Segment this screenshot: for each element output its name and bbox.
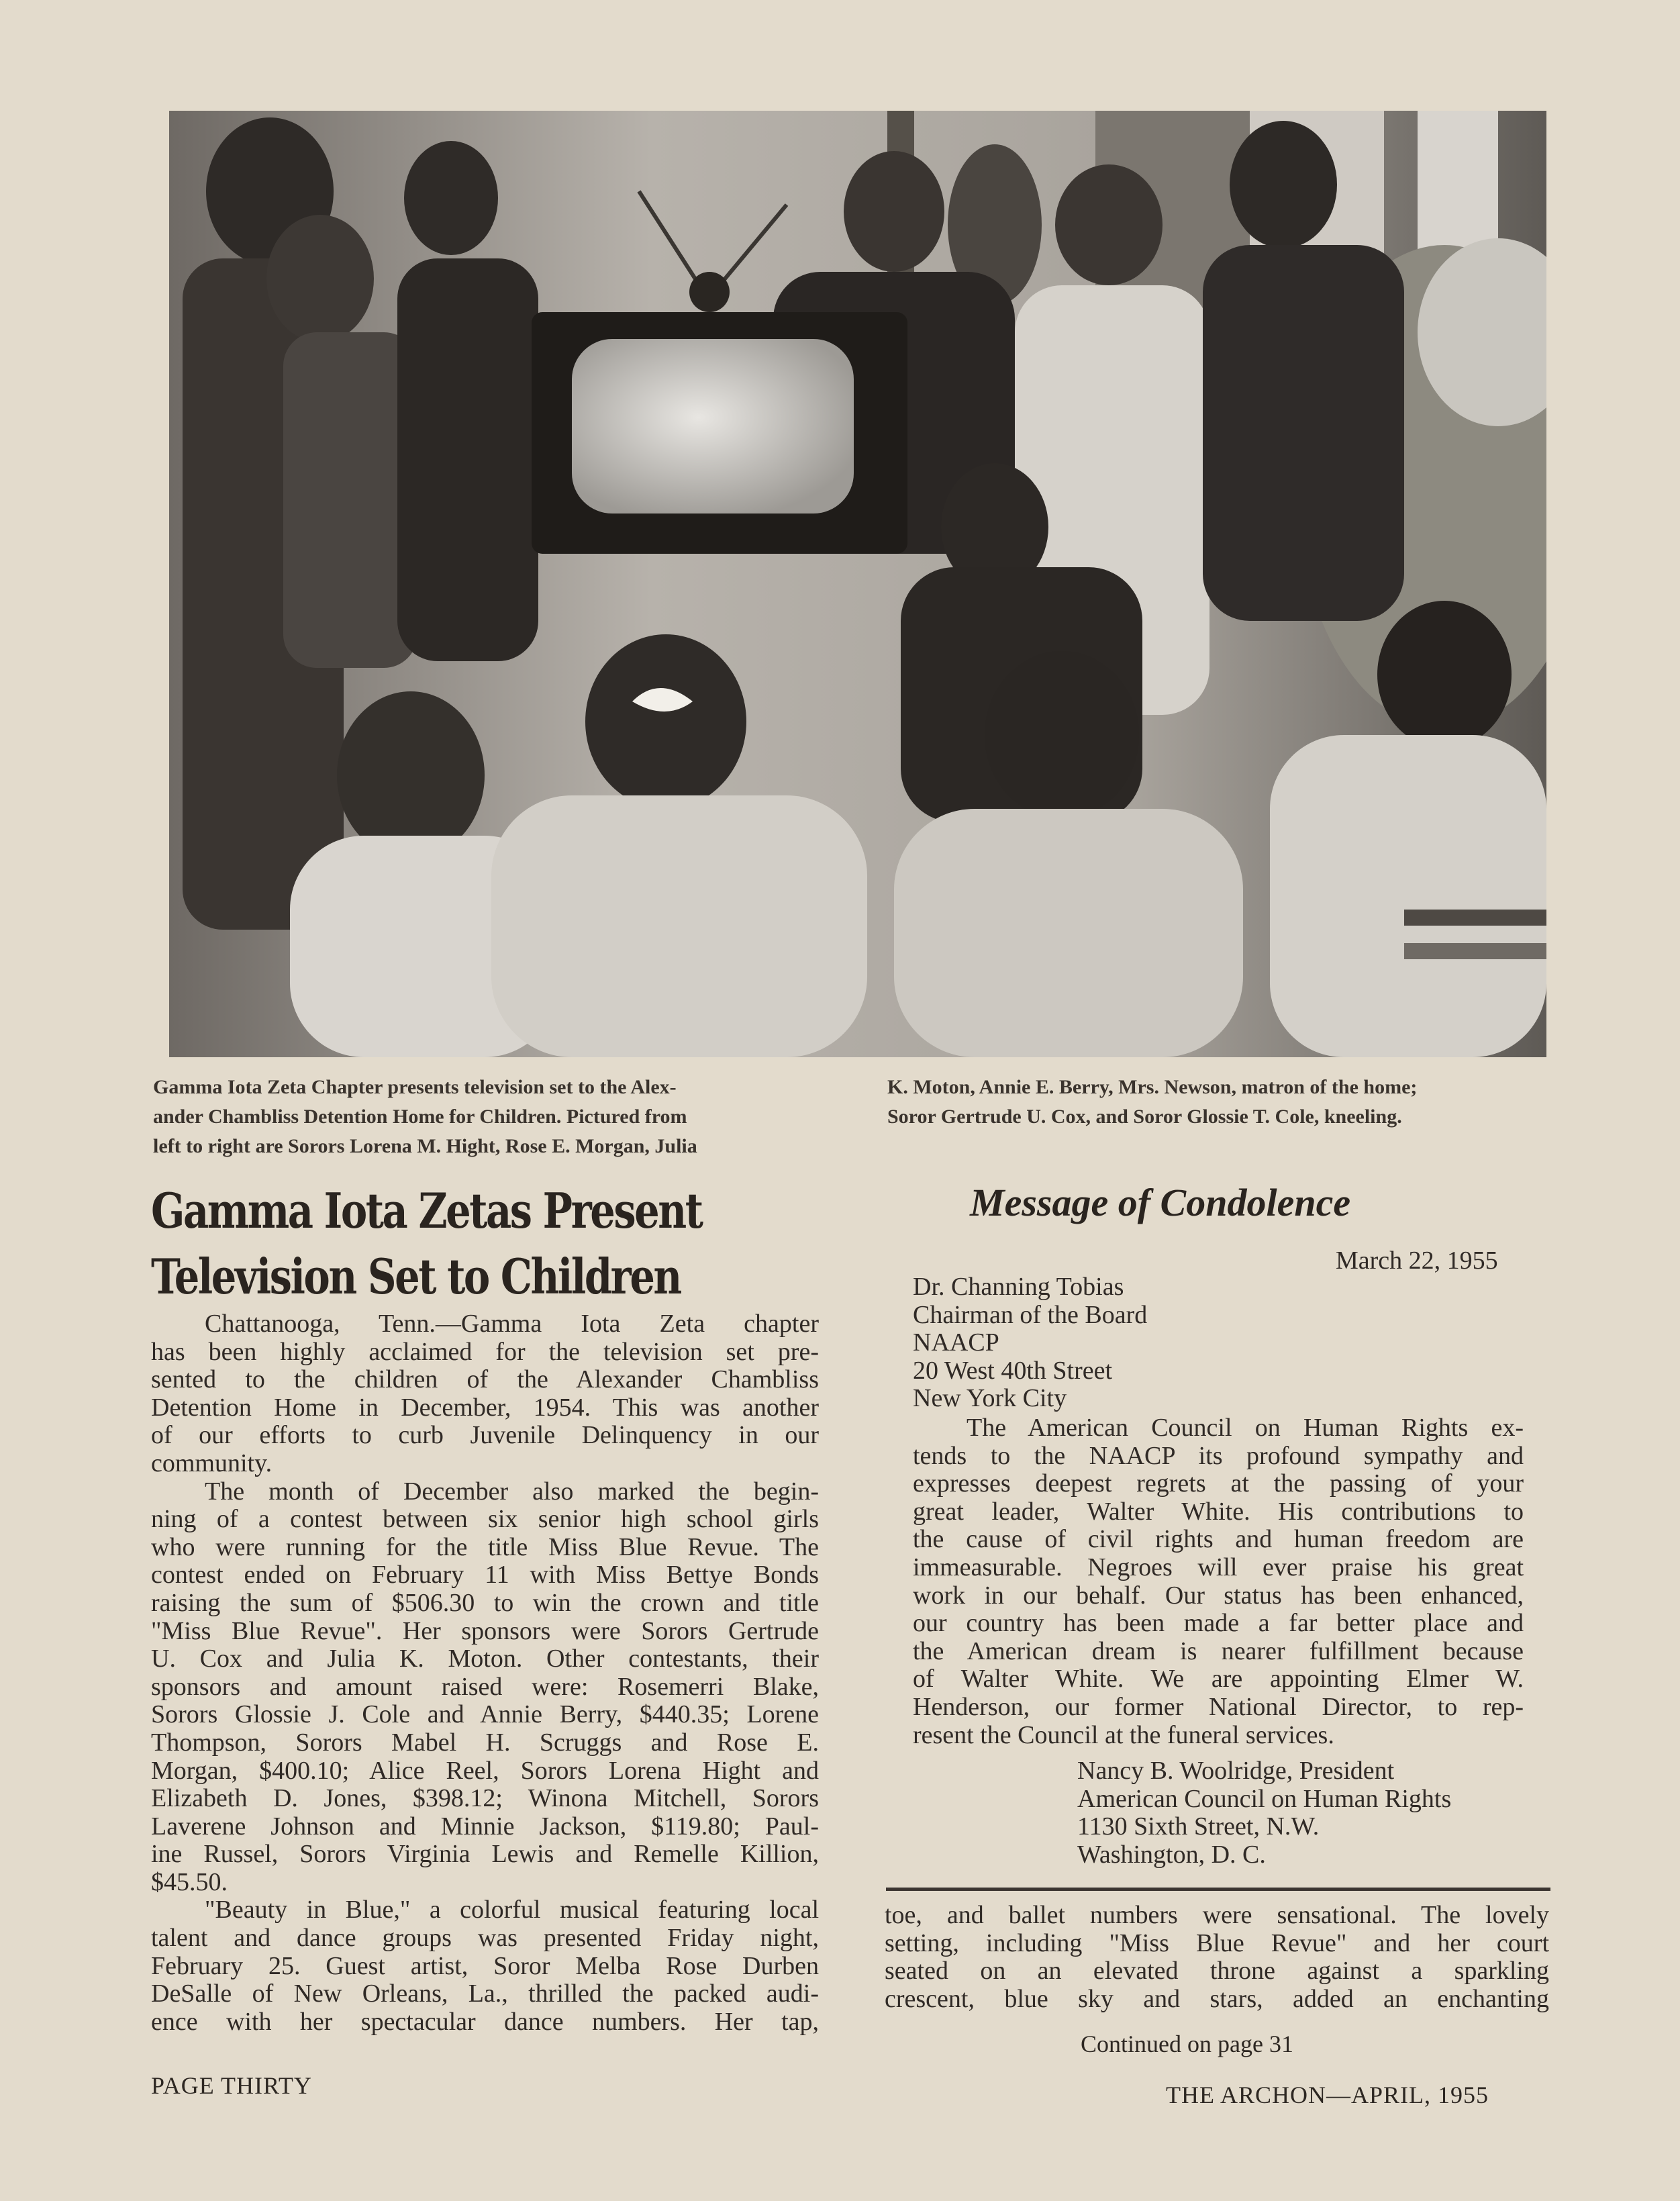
text-line: Elizabeth D. Jones, $398.12; Winona Mitchell, Sorors xyxy=(151,1784,819,1813)
text-line: community. xyxy=(151,1449,273,1477)
caption-line: Soror Gertrude U. Cox, and Soror Glossie T. Cole, kneeling. xyxy=(887,1106,1402,1128)
signature-line: American Council on Human Rights xyxy=(1077,1784,1452,1813)
paragraph xyxy=(151,1310,819,1478)
text-line: Sorors Glossie J. Cole and Annie Berry, $440.35; Lorene xyxy=(151,1700,819,1729)
text-line: "Beauty in Blue," a colorful musical featuring local xyxy=(205,1896,819,1924)
text-line: DeSalle of New Orleans, La., thrilled the packed audi- xyxy=(151,1979,819,2008)
text-line: ence with her spectacular dance numbers. Her tap, xyxy=(151,2007,819,2036)
text-line: ine Russel, Sorors Virginia Lewis and Remelle Killion, xyxy=(151,1840,819,1869)
group-photograph xyxy=(169,111,1546,1057)
address-line: Chairman of the Board xyxy=(913,1300,1148,1329)
article-continuation xyxy=(885,1902,1549,2013)
text-line: ning of a contest between six senior high school girls xyxy=(151,1505,819,1534)
text-line: seated on an elevated throne against a sparkling xyxy=(885,1957,1549,1986)
paragraph xyxy=(151,1896,819,2036)
text-line: "Miss Blue Revue". Her sponsors were Sorors Gertrude xyxy=(151,1616,819,1645)
text-line: immeasurable. Negroes will ever praise his great xyxy=(913,1553,1524,1581)
text-line: U. Cox and Julia K. Moton. Other contestants, their xyxy=(151,1645,819,1673)
signature-line: Washington, D. C. xyxy=(1077,1840,1266,1869)
condolence-signature xyxy=(1077,1757,1451,1869)
caption-line: Gamma Iota Zeta Chapter presents television set to the Alex- xyxy=(153,1076,677,1098)
text-line: Chattanooga, Tenn.—Gamma Iota Zeta chapter xyxy=(205,1310,819,1338)
text-line: expresses deepest regrets at the passing of your xyxy=(913,1469,1524,1498)
text-line: of Walter White. We are appointing Elmer W. xyxy=(913,1665,1524,1694)
text-line: tends to the NAACP its profound sympathy and xyxy=(913,1441,1524,1470)
address-line: Dr. Channing Tobias xyxy=(913,1273,1124,1301)
section-divider xyxy=(886,1888,1550,1891)
page-number: PAGE THIRTY xyxy=(151,2072,312,2099)
address-line: NAACP xyxy=(913,1328,999,1357)
text-line: $45.50. xyxy=(151,1867,228,1896)
text-line: has been highly acclaimed for the television set pre- xyxy=(151,1337,819,1366)
text-line: resent the Council at the funeral services. xyxy=(913,1720,1334,1749)
article-body-left-column xyxy=(151,1310,819,2036)
photo-caption-right xyxy=(887,1073,1417,1132)
text-line: work in our behalf. Our status has been enhanced, xyxy=(913,1581,1524,1610)
caption-line: left to right are Sorors Lorena M. Hight, Rose E. Morgan, Julia xyxy=(153,1135,697,1157)
text-line: February 25. Guest artist, Soror Melba Rose Durben xyxy=(151,1951,819,1980)
text-line: raising the sum of $506.30 to win the crown and title xyxy=(151,1588,819,1617)
headline-line: Television Set to Children xyxy=(151,1248,681,1305)
continued-note: Continued on page 31 xyxy=(1081,2031,1293,2057)
photo-illustration xyxy=(169,111,1546,1057)
article-headline xyxy=(151,1178,712,1310)
text-line: the American dream is nearer fulfillment because xyxy=(913,1636,1524,1665)
text-line: The American Council on Human Rights ex- xyxy=(967,1414,1524,1442)
text-line: setting, including "Miss Blue Revue" and her court xyxy=(885,1928,1549,1957)
text-line: who were running for the title Miss Blue Revue. The xyxy=(151,1532,819,1561)
caption-line: ander Chambliss Detention Home for Children. Pictured from xyxy=(153,1106,687,1128)
text-line: Morgan, $400.10; Alice Reel, Sorors Lorena Hight and xyxy=(151,1756,819,1785)
text-line: our country has been made a far better place and xyxy=(913,1609,1524,1638)
text-line: sponsors and amount raised were: Rosemerri Blake, xyxy=(151,1672,819,1701)
text-line: Henderson, our former National Director, to rep- xyxy=(913,1692,1524,1721)
text-line: contest ended on February 11 with Miss Bettye Bonds xyxy=(151,1561,819,1589)
caption-line: K. Moton, Annie E. Berry, Mrs. Newson, matron of the home; xyxy=(887,1076,1418,1098)
signature-line: 1130 Sixth Street, N.W. xyxy=(1077,1812,1320,1841)
condolence-address xyxy=(913,1273,1147,1413)
photo-caption-left xyxy=(153,1073,697,1161)
paragraph xyxy=(151,1478,819,1897)
headline-line: Gamma Iota Zetas Present xyxy=(151,1182,702,1239)
text-line: Thompson, Sorors Mabel H. Scruggs and Rose E. xyxy=(151,1728,819,1757)
condolence-date: March 22, 1955 xyxy=(1336,1246,1498,1275)
condolence-title: Message of Condolence xyxy=(970,1181,1351,1224)
text-line: toe, and ballet numbers were sensational. The lovely xyxy=(885,1901,1549,1929)
text-line: of our efforts to curb Juvenile Delinquency in our xyxy=(151,1421,819,1450)
condolence-body xyxy=(913,1414,1524,1749)
address-line: New York City xyxy=(913,1384,1067,1412)
text-line: talent and dance groups was presented Friday night, xyxy=(151,1924,819,1953)
text-line: Laverene Johnson and Minnie Jackson, $119.80; Paul- xyxy=(151,1812,819,1841)
text-line: the cause of civil rights and human freedom are xyxy=(913,1525,1524,1554)
text-line: The month of December also marked the begin- xyxy=(205,1477,819,1506)
text-line: crescent, blue sky and stars, added an enchanting xyxy=(885,1984,1549,2013)
publication-footer: THE ARCHON—APRIL, 1955 xyxy=(1166,2082,1489,2108)
text-line: Detention Home in December, 1954. This was another xyxy=(151,1393,819,1422)
text-line: great leader, Walter White. His contributions to xyxy=(913,1497,1524,1526)
address-line: 20 West 40th Street xyxy=(913,1356,1113,1385)
signature-line: Nancy B. Woolridge, President xyxy=(1077,1757,1395,1785)
text-line: sented to the children of the Alexander Chambliss xyxy=(151,1365,819,1394)
